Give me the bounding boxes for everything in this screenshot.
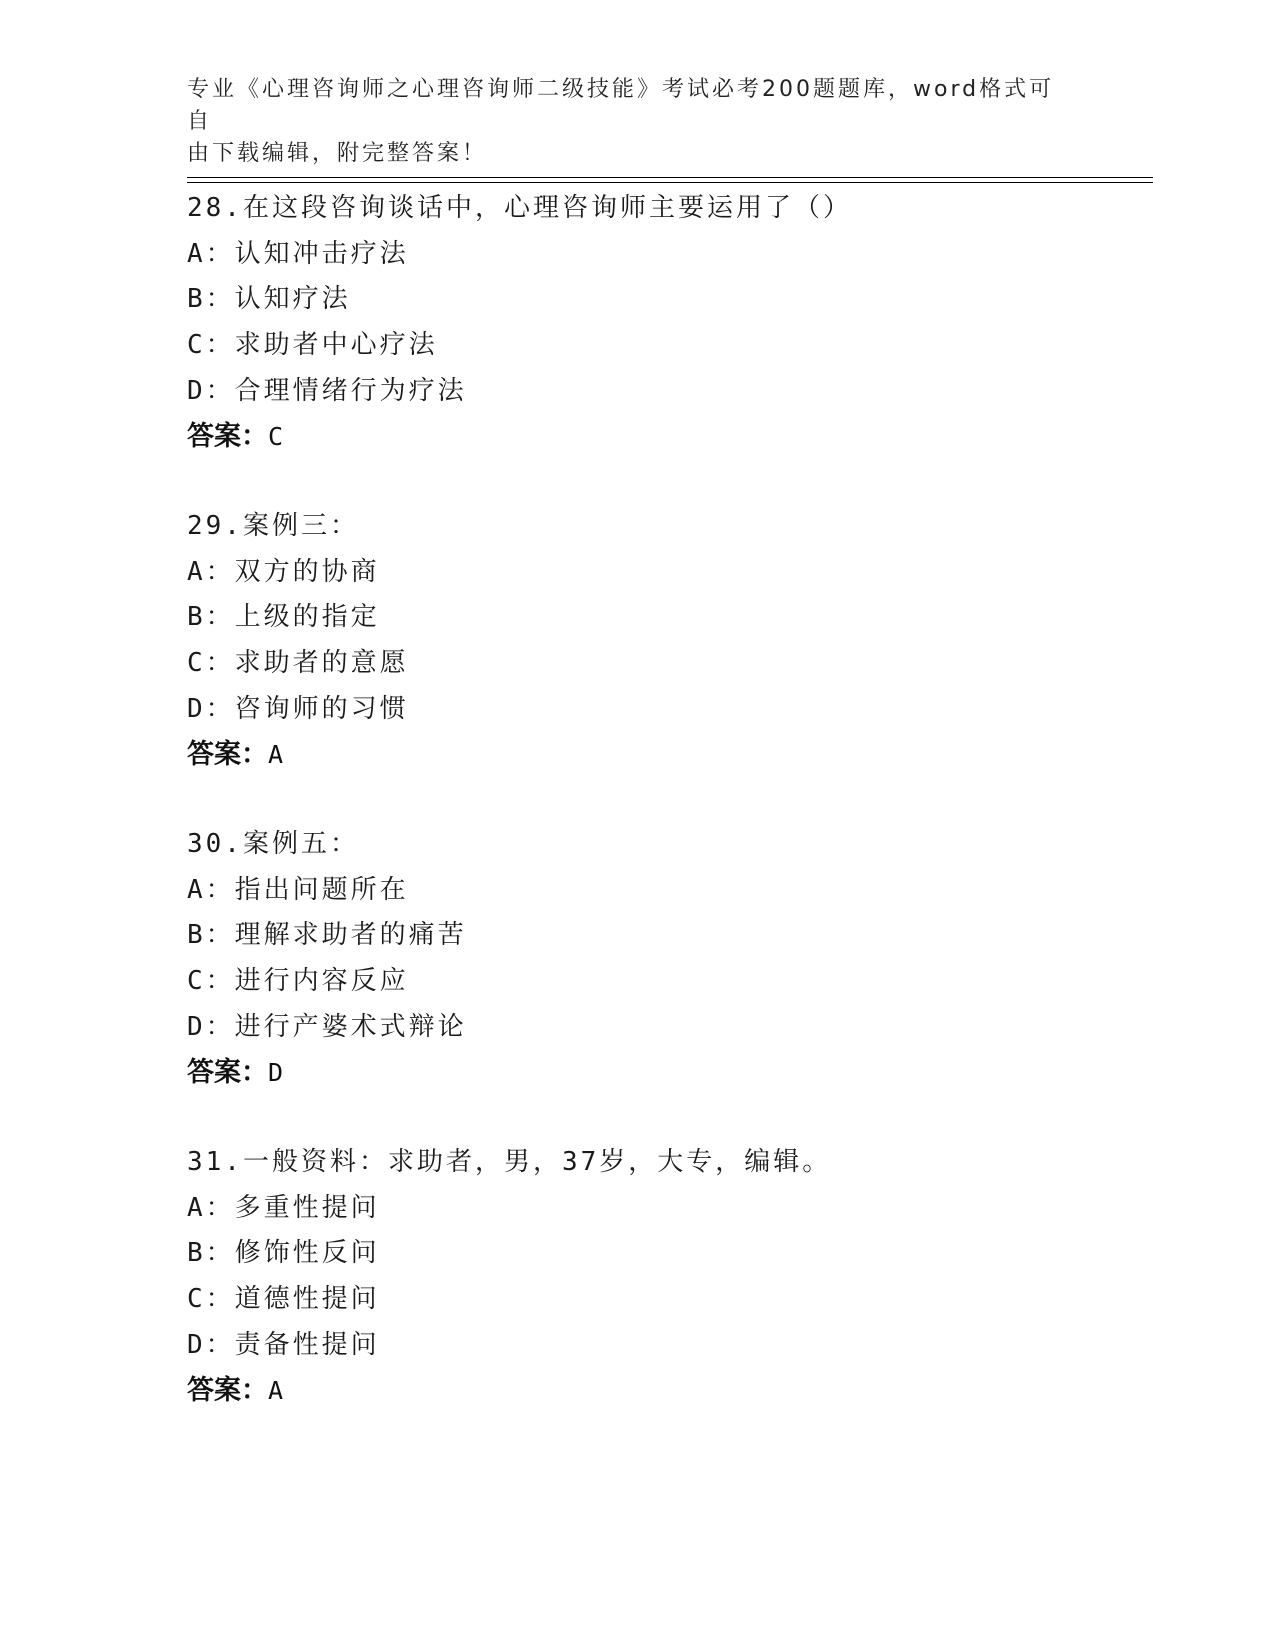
option-a: A：认知冲击疗法 [187,238,409,269]
option-c: C：求助者的意愿 [187,648,409,679]
header-line-1: 专业《心理咨询师之心理咨询师二级技能》考试必考200题题库，word格式可自 [187,77,1055,134]
option-b: B：认知疗法 [187,284,351,315]
header-divider-bottom [187,182,1153,183]
header-line-2: 由下载编辑，附完整答案！ [187,141,488,166]
question-31 [187,1140,1147,1414]
answer-value: A [268,1376,284,1406]
document-header [187,74,1067,170]
option-c: C：道德性提问 [187,1284,380,1315]
answer-value: D [268,1058,284,1088]
answer-label: 答案： [187,1375,268,1407]
header-divider-top [187,177,1153,178]
answer-value: A [268,740,284,770]
question-28 [187,186,1147,460]
option-c: C：求助者中心疗法 [187,330,438,361]
answer-value: C [268,422,284,452]
answer-label: 答案： [187,739,268,771]
answer-line [187,1368,1147,1414]
question-stem: 30.案例五： [187,829,359,859]
option-d: D：合理情绪行为疗法 [187,375,467,406]
question-30 [187,822,1147,1096]
option-d: D：进行产婆术式辩论 [187,1011,467,1042]
option-d: D：责备性提问 [187,1329,380,1360]
option-c: C：进行内容反应 [187,966,409,997]
option-b: B：上级的指定 [187,602,380,633]
answer-label: 答案： [187,421,268,453]
option-d: D：咨询师的习惯 [187,693,409,724]
answer-label: 答案： [187,1057,268,1089]
option-a: A：双方的协商 [187,556,380,587]
answer-line [187,732,1147,778]
question-stem: 28.在这段咨询谈话中，心理咨询师主要运用了（） [187,193,852,223]
question-stem: 29.案例三： [187,511,359,541]
question-29 [187,504,1147,778]
option-b: B：修饰性反问 [187,1238,380,1269]
answer-line [187,414,1147,460]
question-stem: 31.一般资料：求助者，男，37岁，大专，编辑。 [187,1147,832,1177]
answer-line [187,1050,1147,1096]
option-a: A：多重性提问 [187,1192,380,1223]
option-a: A：指出问题所在 [187,874,409,905]
option-b: B：理解求助者的痛苦 [187,920,467,951]
